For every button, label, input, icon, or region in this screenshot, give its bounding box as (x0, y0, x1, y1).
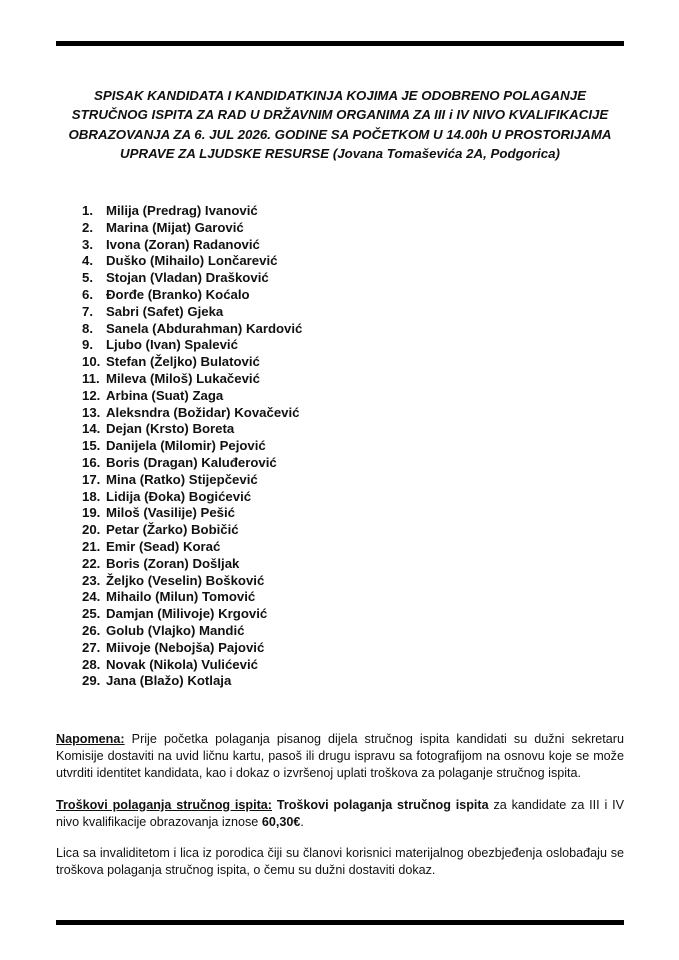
candidate-name: Ljubo (Ivan) Spalević (106, 337, 238, 353)
costs-label: Troškovi polaganja stručnog ispita: (56, 797, 272, 812)
list-item (82, 203, 302, 220)
candidate-name: Milija (Predrag) Ivanović (106, 203, 258, 218)
candidate-number: 25. (82, 606, 101, 622)
costs-bold-text: Troškovi polaganja stručnog ispita (272, 797, 489, 812)
candidate-number: 24. (82, 589, 101, 605)
candidate-name: Željko (Veselin) Bošković (106, 572, 265, 588)
candidate-number: 2. (82, 219, 93, 235)
list-item (82, 253, 302, 270)
candidate-number: 4. (82, 253, 93, 269)
list-item (82, 573, 302, 590)
candidate-number: 12. (82, 387, 101, 403)
candidate-name: Boris (Dragan) Kaluđerović (106, 454, 277, 470)
candidate-name: Arbina (Suat) Zaga (106, 387, 224, 403)
list-item (82, 556, 302, 573)
list-item (82, 270, 302, 287)
candidate-number: 20. (82, 522, 101, 538)
list-item (82, 657, 302, 674)
list-item (82, 438, 302, 455)
candidate-name: Aleksndra (Božidar) Kovačević (106, 404, 300, 420)
candidate-name: Danijela (Milomir) Pejović (106, 438, 266, 454)
candidate-name: Stefan (Željko) Bulatović (106, 354, 260, 370)
list-item (82, 505, 302, 522)
list-item (82, 321, 302, 338)
list-item (82, 455, 302, 472)
candidate-number: 14. (82, 421, 101, 437)
list-item (82, 623, 302, 640)
candidate-name: Jana (Blažo) Kotlaja (106, 673, 232, 689)
exemption-paragraph: Lica sa invaliditetom i lica iz porodica čiji su članovi korisnici materijalnog obezbjeđenja oslobađaju se troškova polaganja stručnog ispita, o čemu su dužni dostaviti dokaz. (56, 846, 624, 878)
candidate-name: Petar (Žarko) Bobičić (106, 522, 239, 538)
candidate-list (82, 203, 302, 690)
candidate-name: Mina (Ratko) Stijepčević (106, 471, 258, 487)
candidate-name: Sanela (Abdurahman) Kardović (106, 320, 303, 336)
candidate-name: Mihailo (Milun) Tomović (106, 589, 256, 605)
candidate-name: Miivoje (Nebojša) Pajović (106, 639, 265, 655)
candidate-name: Miloš (Vasilije) Pešić (106, 505, 236, 521)
candidate-number: 13. (82, 404, 101, 420)
candidate-name: Lidija (Đoka) Bogićević (106, 488, 252, 504)
candidate-name: Dejan (Krsto) Boreta (106, 421, 235, 437)
list-item (82, 489, 302, 506)
list-item (82, 354, 302, 371)
candidate-name: Marina (Mijat) Garović (106, 219, 244, 235)
candidate-number: 27. (82, 639, 101, 655)
list-item (82, 472, 302, 489)
candidate-number: 5. (82, 270, 93, 286)
candidate-number: 15. (82, 438, 101, 454)
candidate-name: Đorđe (Branko) Koćalo (106, 286, 250, 302)
notes-section (56, 731, 624, 893)
list-item (82, 304, 302, 321)
list-item (82, 522, 302, 539)
list-item (82, 287, 302, 304)
candidate-name: Sabri (Safet) Gjeka (106, 303, 224, 319)
costs-text: za kandidate za III i IV nivo kvalifikacije obrazovanja iznose (56, 797, 624, 829)
candidate-name: Emir (Sead) Korać (106, 538, 221, 554)
list-item (82, 371, 302, 388)
candidate-name: Golub (Vlajko) Mandić (106, 622, 245, 638)
candidate-name: Duško (Mihailo) Lončarević (106, 253, 278, 269)
list-item (82, 673, 302, 690)
list-item (82, 337, 302, 354)
document-title: SPISAK KANDIDATA I KANDIDATKINJA KOJIMA JE ODOBRENO POLAGANJE STRUČNOG ISPITA ZA RAD U DRŽAVNIM ORGANIMA ZA III i IV NIVO KVALIFIKACIJE OBRAZOVANJA ZA 6. JUL 2026. GODINE SA POČETKOM U 14.00h U PROSTORIJAMA UPRAVE ZA LJUDSKE RESURSE (Jovana Tomaševića 2A, Podgorica) (68, 88, 612, 162)
costs-amount: 60,30€ (261, 814, 301, 829)
bottom-divider (56, 920, 624, 925)
list-item (82, 421, 302, 438)
candidate-number: 6. (82, 286, 93, 302)
list-item (82, 405, 302, 422)
list-item (82, 539, 302, 556)
note-paragraph (56, 731, 624, 783)
candidate-number: 9. (82, 337, 93, 353)
candidate-name: Novak (Nikola) Vulićević (106, 656, 258, 672)
costs-end: . (300, 814, 304, 829)
candidate-number: 3. (82, 236, 93, 252)
costs-paragraph (56, 797, 624, 831)
candidate-number: 11. (82, 370, 100, 386)
list-item (82, 589, 302, 606)
note-text: Prije početka polaganja pisanog dijela stručnog ispita kandidati su dužni sekretaru Komisije dostaviti na uvid ličnu kartu, pasoš ili drugu ispravu sa fotografijom na osnovu koje se može utvrditi identitet kandidata, kao i dokaz o izvršenoj uplati troškova za polaganje stručnog ispita. (56, 732, 624, 781)
candidate-number: 1. (82, 203, 93, 218)
candidate-name: Mileva (Miloš) Lukačević (106, 370, 260, 386)
candidate-name: Ivona (Zoran) Radanović (106, 236, 260, 252)
candidate-number: 18. (82, 488, 101, 504)
candidate-number: 26. (82, 622, 101, 638)
list-item (82, 220, 302, 237)
candidate-number: 17. (82, 471, 101, 487)
candidate-number: 16. (82, 454, 101, 470)
candidate-number: 29. (82, 673, 101, 689)
list-item (82, 640, 302, 657)
list-item (82, 606, 302, 623)
list-item (82, 237, 302, 254)
candidate-number: 19. (82, 505, 101, 521)
candidate-number: 23. (82, 572, 101, 588)
candidate-number: 10. (82, 354, 101, 370)
candidate-number: 8. (82, 320, 93, 336)
candidate-name: Stojan (Vladan) Drašković (106, 270, 269, 286)
top-divider (56, 41, 624, 46)
candidate-number: 21. (82, 538, 101, 554)
note-label: Napomena: (56, 732, 125, 746)
candidate-name: Damjan (Milivoje) Krgović (106, 606, 268, 622)
candidate-number: 22. (82, 555, 101, 571)
candidate-name: Boris (Zoran) Došljak (106, 555, 240, 571)
candidate-number: 28. (82, 656, 101, 672)
candidate-number: 7. (82, 303, 93, 319)
list-item (82, 388, 302, 405)
